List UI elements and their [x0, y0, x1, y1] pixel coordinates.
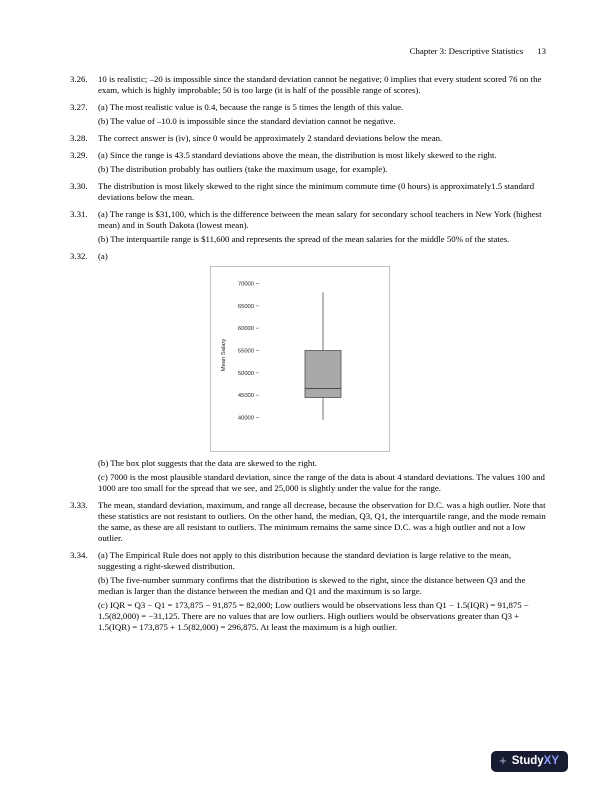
problem-number: 3.26.: [70, 74, 88, 84]
logo-text-study: Study: [511, 755, 544, 767]
problem-number: 3.32.: [70, 251, 88, 261]
problem-3-27: [70, 102, 546, 127]
problem-paragraph: (a) The range is $31,100, which is the difference between the mean salary for secondary school teachers in New York (highest mean) and in South Dakota (lowest mean).: [98, 209, 542, 230]
chapter-title: Chapter 3: Descriptive Statistics: [409, 46, 524, 56]
problem-number: 3.27.: [70, 102, 88, 112]
problem-paragraph: (a) The Empirical Rule does not apply to this distribution because the standard deviation is large relative to the mean, suggesting a right-skewed distribution.: [98, 550, 512, 571]
iqr-box: [305, 351, 341, 398]
boxplot-figure: [210, 266, 390, 452]
problem-3-30: [70, 181, 546, 203]
y-tick-label: 45000: [237, 393, 254, 400]
problem-number: 3.34.: [70, 550, 88, 560]
page-header: [70, 46, 546, 57]
problem-3-26: [70, 74, 546, 96]
y-tick-label: 70000: [237, 281, 254, 288]
problem-number: 3.33.: [70, 500, 88, 510]
problem-3-33: [70, 500, 546, 544]
problem-paragraph: (a) Since the range is 43.5 standard deviations above the mean, the distribution is most likely skewed to the right.: [98, 150, 497, 160]
problem-3-32: [70, 251, 546, 494]
problem-3-28: [70, 133, 546, 144]
problem-paragraph: The correct answer is (iv), since 0 would be approximately 2 standard deviations below the mean.: [98, 133, 443, 143]
problem-number: 3.30.: [70, 181, 88, 191]
problem-paragraph: (b) The box plot suggests that the data are skewed to the right.: [98, 458, 317, 468]
problem-number: 3.29.: [70, 150, 88, 160]
problem-paragraph: (a): [98, 251, 108, 261]
logo-text: [512, 754, 559, 768]
plus-icon: +: [499, 753, 507, 768]
problem-3-34: [70, 550, 546, 633]
problem-paragraph: (b) The value of –10.0 is impossible since the standard deviation cannot be negative.: [98, 116, 396, 126]
problem-body: [98, 74, 546, 96]
problem-body: [98, 102, 546, 127]
y-tick-label: 60000: [237, 326, 254, 333]
problem-paragraph: (b) The five-number summary confirms that the distribution is skewed to the right, since the distance between Q3 and the median is larger than the distance between the median and Q1 and the maximum is so large.: [98, 575, 526, 596]
problem-body: [98, 181, 546, 203]
problem-paragraph: (c) IQR = Q3 − Q1 = 173,875 − 91,875 = 82,000; Low outliers would be observations less than Q1 − 1.5(IQR) = 91,875 − 1.5(82,000) = −31,125. There are no values that are low outliers. High outliers would be observations greater than Q3 + 1.5(IQR) = 173,875 + 1.5(82,000) = 296,875. At least the maximum is a high outlier.: [98, 600, 529, 632]
boxplot-chart: [211, 267, 387, 451]
problem-number: 3.31.: [70, 209, 88, 219]
problem-paragraph: (b) The distribution probably has outliers (take the maximum usage, for example).: [98, 164, 388, 174]
y-tick-label: 55000: [237, 348, 254, 355]
problem-paragraph: (b) The interquartile range is $11,600 and represents the spread of the mean salaries for the middle 50% of the states.: [98, 234, 510, 244]
y-axis-label: Mean Salary: [221, 338, 227, 372]
problem-paragraph: The mean, standard deviation, maximum, and range all decrease, because the observation for D.C. was a high outlier. Note that these statistics are not resistant to outliers. On the other hand, the median, Q3, Q1, the interquartile range, and the mode remain the same, as these are all resistant to outliers. The minimum remains the same since D.C. was a high outlier and not a low outlier.: [98, 500, 546, 543]
y-tick-label: 65000: [237, 303, 254, 310]
problem-paragraph: (c) 7000 is the most plausible standard deviation, since the range of the data is about 4 standard deviations. The values 100 and 1000 are too small for the spread that we see, and 25,000 is slightly under the value for the range.: [98, 472, 545, 493]
problem-3-29: [70, 150, 546, 175]
problem-number: 3.28.: [70, 133, 88, 143]
y-tick-label: 40000: [237, 415, 254, 422]
studyxy-logo: [491, 751, 568, 772]
problem-body: [98, 500, 546, 544]
problem-3-31: [70, 209, 546, 245]
problem-body: [98, 251, 546, 494]
problem-body: [98, 133, 546, 144]
y-tick-label: 50000: [237, 370, 254, 377]
logo-text-xy: XY: [543, 755, 559, 767]
page-number: 13: [537, 46, 546, 56]
problem-paragraph: (a) The most realistic value is 0.4, because the range is 5 times the length of this value.: [98, 102, 404, 112]
page-content: [70, 46, 546, 639]
problem-body: [98, 209, 546, 245]
problem-paragraph: The distribution is most likely skewed to the right since the minimum commute time (0 hours) is approximately1.5 standard deviations below the mean.: [98, 181, 535, 202]
problem-body: [98, 550, 546, 633]
problem-paragraph: 10 is realistic; –20 is impossible since the standard deviation cannot be negative; 0 implies that every student scored 76 on the exam, which is highly improbable; 50 is too large (it is half of the possible range of scores).: [98, 74, 542, 95]
problem-body: [98, 150, 546, 175]
